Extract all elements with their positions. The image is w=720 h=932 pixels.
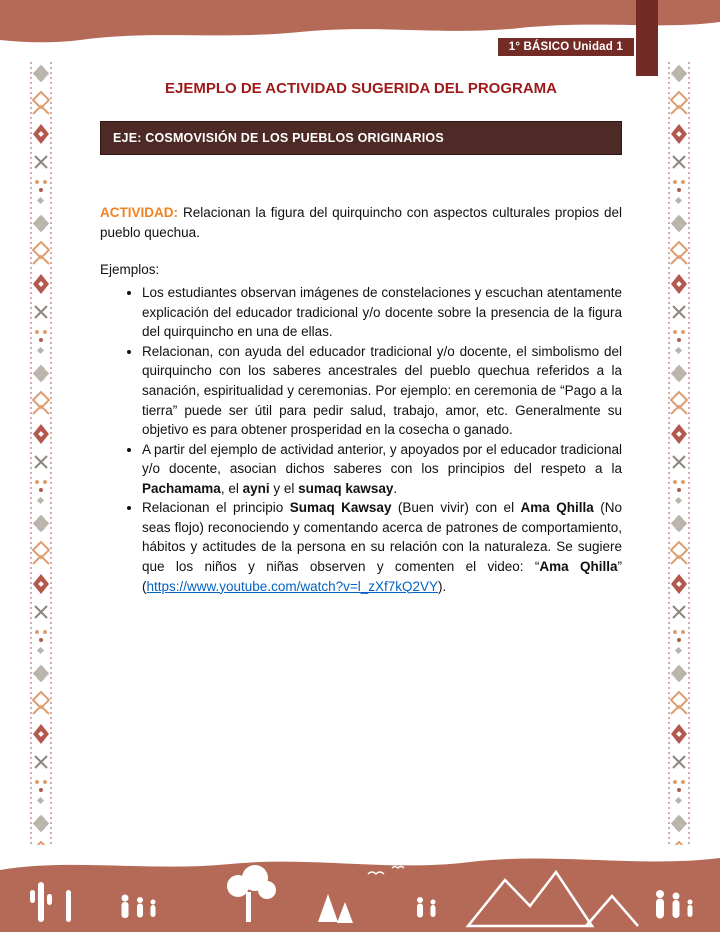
text-run: . [393,480,398,496]
landscape-silhouette-graphic [0,840,720,932]
right-border-pattern [668,62,690,845]
bold-term: ayni [242,480,270,496]
bold-term: Ama Qhilla [520,500,594,516]
text-run: (Buen vivir) con el [391,500,521,516]
left-border-pattern [30,62,52,845]
text-run: (No seas flojo) reconociendo y comentando acerca de patrones de comportamiento, hábitos y actitudes de la persona en su relación con la naturaleza. Se sugiere que los niños y niñas observen y comenten el video: “ [142,500,622,574]
bold-term: Ama Qhilla [539,559,618,574]
eje-header-bar [100,121,622,155]
activity-text: Relacionan la figura del quirquincho con aspectos culturales propios del pueblo quechua. [100,205,622,240]
footer-banner [0,840,720,932]
activity-paragraph [100,203,622,242]
examples-label: Ejemplos: [100,262,160,278]
text-run: , el [220,480,243,496]
example-bullet [142,342,622,440]
example-bullet [142,283,622,342]
example-bullet [142,440,622,499]
bold-term: sumaq kawsay [298,480,394,496]
text-run: Relacionan el principio [142,500,290,516]
content-area [100,80,622,596]
text-run: A partir del ejemplo de actividad anterior, y apoyados por el educador tradicional y/o docente, asocian dichos saberes con los principios del respeto a la [142,441,622,477]
text-run: ” ( [142,559,622,594]
corner-ribbon [636,0,658,76]
example-bullet [142,498,622,596]
activity-label: ACTIVIDAD: [100,205,178,220]
text-run: Relacionan, con ayuda del educador tradicional y/o docente, el simbolismo del quirquincho con los saberes ancestrales del pueblo quechua referidos a la sanación, espiritualidad y ceremonias. Por ejemplo: en ceremonia de “Pago a la tierra” puede ser útil para pedir salud, trabajo, amor, etc. Generalmente su objetivo es para obtener prosperidad en la cosecha o ganado. [142,343,622,438]
text-run: y el [269,480,299,496]
andean-pattern-icon [30,62,52,845]
youtube-link[interactable]: https://www.youtube.com/watch?v=l_zXf7kQ2VY [146,578,439,594]
bold-term: Pachamama [142,480,221,496]
page-title: EJEMPLO DE ACTIVIDAD SUGERIDA DEL PROGRAMA [165,80,557,97]
grade-unit-badge: 1° BÁSICO Unidad 1 [498,38,634,56]
text-run: Los estudiantes observan imágenes de constelaciones y escuchan atentamente explicación del educador tradicional y/o docente sobre la presencia de la figura del quirquincho en una de ellas. [142,285,622,340]
eje-label: EJE: COSMOVISIÓN DE LOS PUEBLOS ORIGINARIOS [113,131,444,145]
text-run: ). [438,578,447,594]
andean-pattern-icon [668,62,690,845]
top-banner [0,0,720,60]
bold-term: Sumaq Kawsay [289,500,392,516]
examples-list [100,283,622,596]
